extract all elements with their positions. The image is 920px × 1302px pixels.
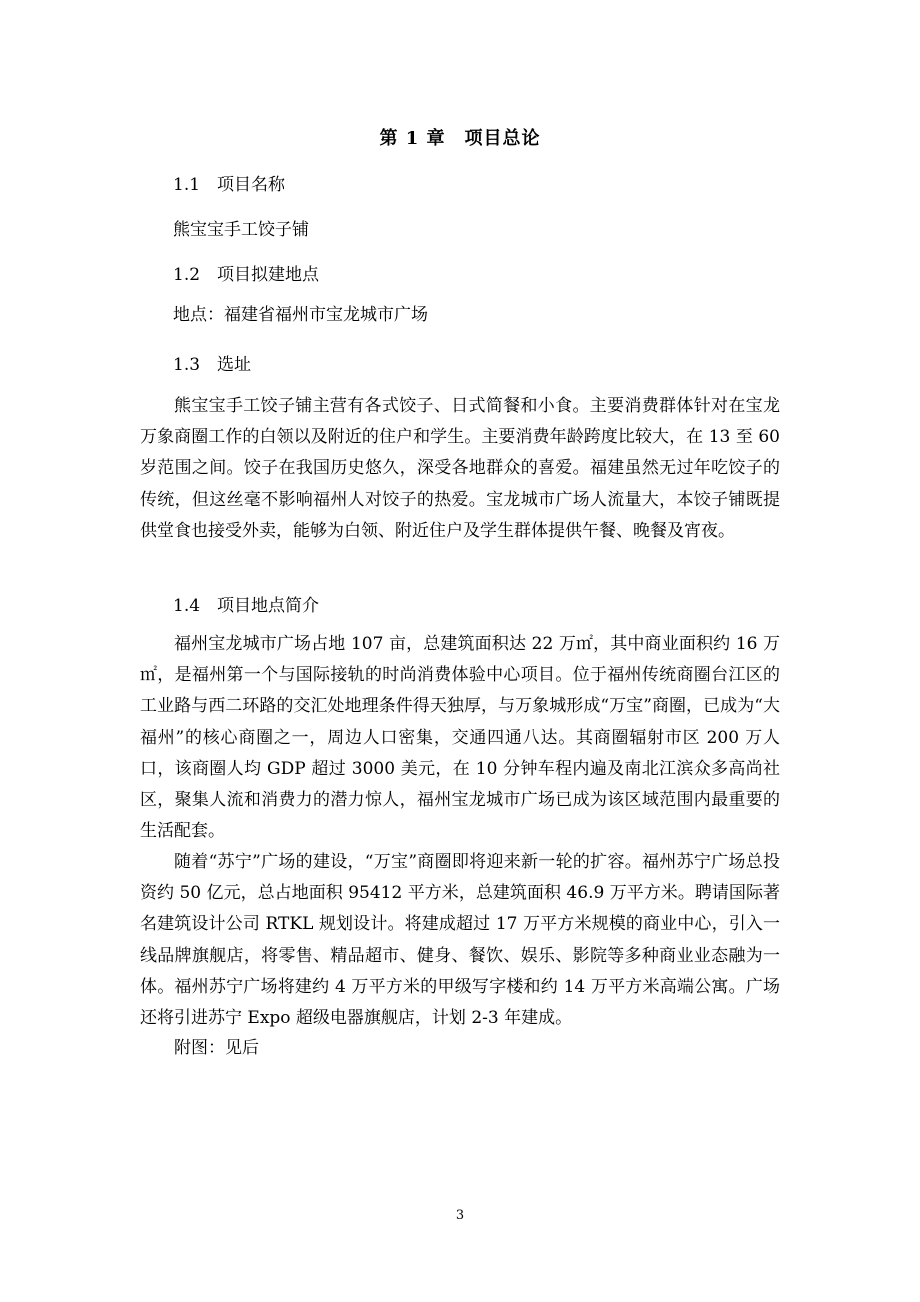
section-1-1-heading: 1.1 项目名称 (173, 175, 286, 195)
project-name: 熊宝宝手工饺子铺 (173, 220, 309, 240)
section-1-4-heading: 1.4 项目地点简介 (173, 596, 320, 616)
page-number: 3 (455, 1208, 465, 1223)
section-1-3-heading: 1.3 选址 (173, 355, 252, 375)
site-selection-paragraph: 熊宝宝手工饺子铺主营有各式饺子、日式简餐和小食。主要消费群体针对在宝龙万象商圈工作的白领以及附近的住户和学生。主要消费年龄跨度比较大，在 13 至 60 岁范围之间。饺子在我国历史悠久，深受各地群众的喜爱。福建虽然无过年吃饺子的传统，但这丝毫不影响福州人对饺子的热爱。宝龙城市广场人流量大，本饺子铺既提供堂食也接受外卖，能够为白领、附近住户及学生群体提供午餐、晚餐及宵夜。 (140, 396, 780, 541)
project-location: 地点：福建省福州市宝龙城市广场 (173, 305, 428, 325)
location-intro-paragraph-1: 福州宝龙城市广场占地 107 亩，总建筑面积达 22 万㎡，其中商业面积约 16 万㎡，是福州第一个与国际接轨的时尚消费体验中心项目。位于福州传统商圈台江区的工业路与西二环路的交汇处地理条件得天独厚，与万象城形成“万宝”商圈，已成为“大福州”的核心商圈之一，周边人口密集，交通四通八达。其商圈辐射市区 200 万人口，该商圈人均 GDP 超过 3000 美元，在 10 分钟车程内遍及南北江滨众多高尚社区，聚集人流和消费力的潜力惊人，福州宝龙城市广场已成为该区域范围内最重要的生活配套。 (140, 634, 780, 842)
section-1-2-heading: 1.2 项目拟建地点 (173, 265, 320, 285)
chapter-title: 第 1 章 项目总论 (379, 128, 541, 149)
location-intro-paragraph-2: 随着“苏宁”广场的建设，“万宝”商圈即将迎来新一轮的扩容。福州苏宁广场总投资约 50 亿元，总占地面积 95412 平方米，总建筑面积 46.9 万平方米。聘请国际著名建筑设计公司 RTKL 规划设计。将建成超过 17 万平方米规模的商业中心，引入一线品牌旗舰店，将零售、精品超市、健身、餐饮、娱乐、影院等多种商业业态融为一体。福州苏宁广场将建约 4 万平方米的甲级写字楼和约 14 万平方米高端公寓。广场还将引进苏宁 Expo 超级电器旗舰店，计划 2-3 年建成。 (140, 852, 780, 1029)
appendix-note: 附图：见后 (174, 1038, 259, 1058)
